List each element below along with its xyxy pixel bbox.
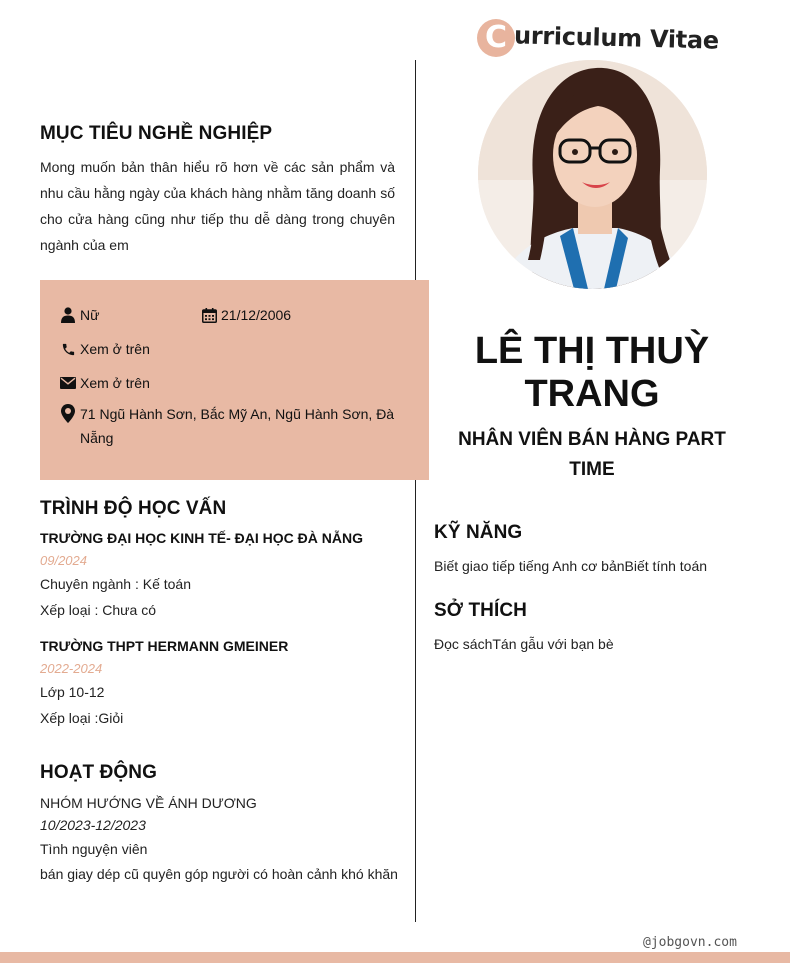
education-item [40,530,410,618]
hobbies-text: Đọc sáchTán gẫu với bạn bè [434,636,614,652]
school-name: TRƯỜNG ĐẠI HỌC KINH TẾ- ĐẠI HỌC ĐÀ NẴNG [40,530,363,546]
school-date: 09/2024 [40,553,87,568]
name-line-2: TRANG [524,373,660,415]
activity-title: HOẠT ĐỘNG [40,762,158,783]
school-rank: Xếp loại :Giỏi [40,710,124,726]
objective-section [40,123,395,258]
job-title [440,425,744,485]
education-section [40,498,410,726]
column-divider [415,60,416,922]
full-name [440,330,744,416]
education-item [40,638,410,726]
job-title-line-2: TIME [569,459,615,480]
address-value: 71 Ngũ Hành Sơn, Bắc Mỹ An, Ngũ Hành Sơn, Đà Nẵng [80,406,395,446]
skills-title: KỸ NĂNG [434,522,523,543]
school-grade: Lớp 10-12 [40,684,105,700]
school-rank: Xếp loại : Chưa có [40,602,156,618]
mail-icon [60,374,76,392]
email-row [60,371,150,395]
profile-photo [478,60,707,289]
activity-section [40,762,410,882]
school-name: TRƯỜNG THPT HERMANN GMEINER [40,638,289,654]
address-row [60,402,400,450]
hobbies-title: SỞ THÍCH [434,600,528,621]
job-title-line-1: NHÂN VIÊN BÁN HÀNG PART [458,429,726,450]
activity-org: NHÓM HƯỚNG VỀ ÁNH DƯƠNG [40,795,257,811]
gender-row [60,303,99,327]
skills-text: Biết giao tiếp tiếng Anh cơ bảnBiết tính toán [434,558,708,574]
skills-section [434,522,764,574]
objective-text: Mong muốn bản thân hiểu rõ hơn về các sản phẩm và nhu cầu hằng ngày của khách hàng nhằm tăng doanh số cho cửa hàng cũng như tiếp thu dễ dàng trong chuyên ngành của em [40,159,395,253]
cv-logo [477,18,719,58]
activity-role: Tình nguyện viên [40,841,148,857]
objective-title: MỤC TIÊU NGHỀ NGHIỆP [40,123,273,144]
education-title: TRÌNH ĐỘ HỌC VẤN [40,498,227,519]
location-pin-icon [60,404,76,422]
dob-row [201,303,291,327]
phone-value: Xem ở trên [80,341,150,357]
activity-date: 10/2023-12/2023 [40,817,146,833]
phone-row [60,337,150,361]
email-value: Xem ở trên [80,375,150,391]
calendar-icon [201,306,217,324]
school-date: 2022-2024 [40,661,103,676]
activity-desc: bán giay dép cũ quyên góp người có hoàn cảnh khó khăn [40,866,398,882]
name-line-1: LÊ THỊ THUỲ [474,330,710,372]
school-major: Chuyên ngành : Kế toán [40,576,192,592]
bottom-accent-bar [0,952,790,963]
person-icon [60,306,76,324]
watermark: @jobgovn.com [643,935,737,950]
logo-text: urriculum Vitae [513,21,720,55]
gender-value: Nữ [80,307,100,323]
phone-icon [60,340,76,358]
hobbies-section [434,600,764,652]
logo-letter: C [477,19,515,57]
dob-value: 21/12/2006 [221,307,292,323]
contact-box [40,280,429,480]
